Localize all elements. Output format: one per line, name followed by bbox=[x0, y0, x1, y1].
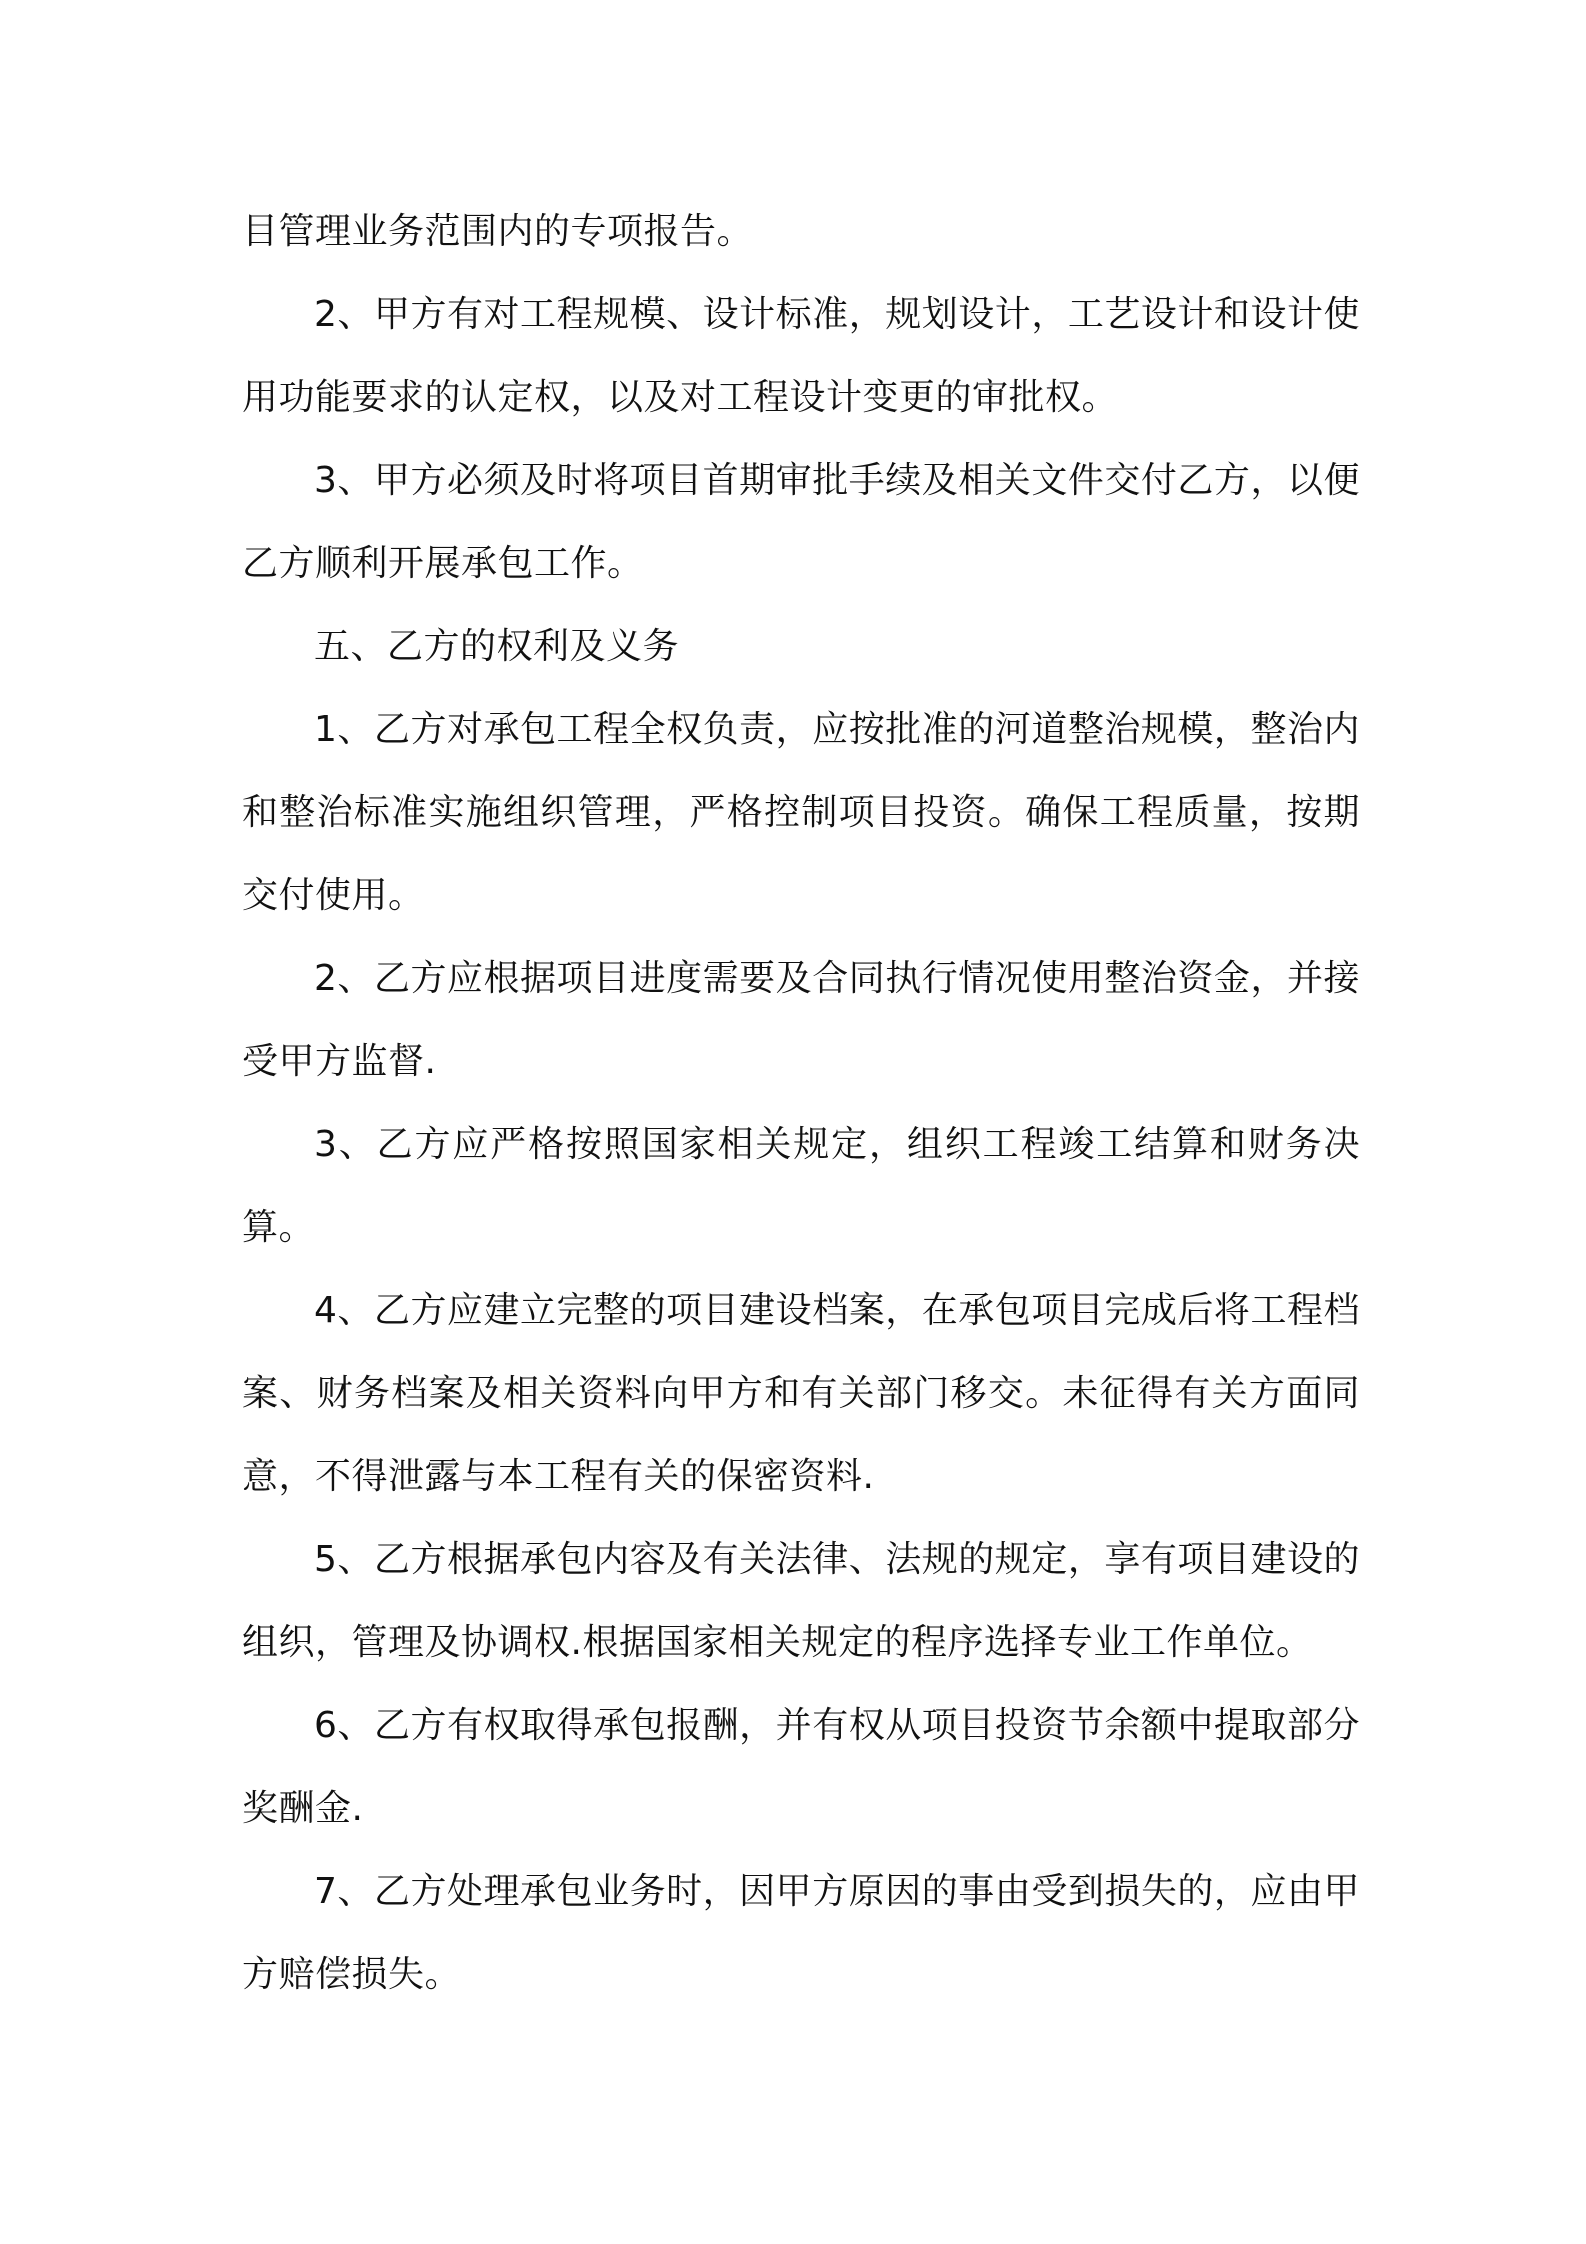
paragraph-party-a-item-3: 3、甲方必须及时将项目首期审批手续及相关文件交付乙方，以便乙方顺利开展承包工作。 bbox=[242, 460, 1360, 584]
paragraph-party-b-item-4: 4、乙方应建立完整的项目建设档案，在承包项目完成后将工程档案、财务档案及相关资料向甲方和有关部门移交。未征得有关方面同意，不得泄露与本工程有关的保密资料. bbox=[242, 1290, 1360, 1497]
section-heading-party-b-rights: 五、乙方的权利及义务 bbox=[314, 626, 680, 667]
paragraph-party-b-item-1: 1、乙方对承包工程全权负责，应按批准的河道整治规模，整治内和整治标准实施组织管理，严格控制项目投资。确保工程质量，按期交付使用。 bbox=[242, 709, 1360, 916]
paragraph-party-b-item-2: 2、乙方应根据项目进度需要及合同执行情况使用整治资金，并接受甲方监督. bbox=[242, 958, 1360, 1082]
paragraph-party-b-item-7: 7、乙方处理承包业务时，因甲方原因的事由受到损失的，应由甲方赔偿损失。 bbox=[242, 1871, 1360, 1995]
paragraph-party-b-item-3: 3、乙方应严格按照国家相关规定，组织工程竣工结算和财务决算。 bbox=[242, 1124, 1360, 1248]
document-body bbox=[242, 190, 1360, 2016]
paragraph-party-b-item-5: 5、乙方根据承包内容及有关法律、法规的规定，享有项目建设的组织，管理及协调权.根据国家相关规定的程序选择专业工作单位。 bbox=[242, 1539, 1360, 1663]
paragraph-party-b-item-6: 6、乙方有权取得承包报酬，并有权从项目投资节余额中提取部分奖酬金. bbox=[242, 1705, 1360, 1829]
paragraph-party-a-item-2: 2、甲方有对工程规模、设计标准，规划设计，工艺设计和设计使用功能要求的认定权，以及对工程设计变更的审批权。 bbox=[242, 294, 1360, 418]
paragraph-continuation: 目管理业务范围内的专项报告。 bbox=[242, 211, 754, 252]
